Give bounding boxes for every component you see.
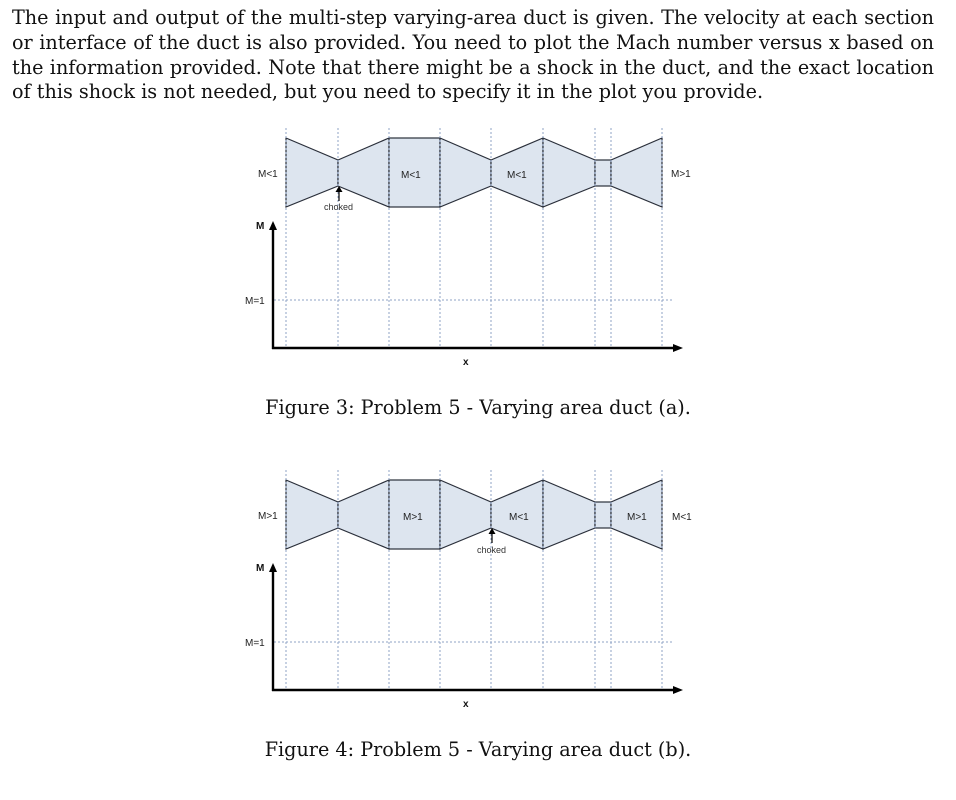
label-m-equals-one: M=1 <box>245 638 265 649</box>
duct-converging-3 <box>543 480 595 549</box>
figure-4-caption: Figure 4: Problem 5 - Varying area duct (b). <box>264 738 692 761</box>
label-section-c: M>1 <box>627 512 647 523</box>
label-section-a: M<1 <box>401 170 421 181</box>
duct-diverging-1 <box>338 138 389 207</box>
label-inlet: M<1 <box>258 169 278 180</box>
x-axis-arrowhead <box>673 686 683 694</box>
duct-converging-2 <box>440 480 491 549</box>
problem-statement: The input and output of the multi-step varying-area duct is given. The velocity at each section or interface of the duct is also provided. You need to plot the Mach number versus x based on the information provided. Note that there might be a shock in the duct, and the exact location of this shock is not needed, but you need to specify it in the plot you provide. <box>12 6 934 104</box>
figure-3-caption: Figure 3: Problem 5 - Varying area duct (a). <box>265 396 691 419</box>
label-outlet: M>1 <box>671 169 691 180</box>
duct-converging-3 <box>543 138 595 207</box>
label-axis-x: x <box>463 699 469 710</box>
duct-diverging-1 <box>338 480 389 549</box>
label-axis-y: M <box>256 221 265 232</box>
duct-converging-2 <box>440 138 491 207</box>
duct-converging-1 <box>286 480 338 549</box>
y-axis-arrowhead <box>269 221 277 230</box>
duct-throat-box <box>595 160 611 186</box>
duct-diagram-b <box>0 342 956 782</box>
duct-throat-box <box>595 502 611 528</box>
label-choked: choked <box>324 202 354 212</box>
label-choked: choked <box>477 545 507 555</box>
label-axis-y: M <box>256 563 265 574</box>
label-outlet: M<1 <box>672 512 692 523</box>
label-section-b: M<1 <box>509 512 529 523</box>
label-section-b: M<1 <box>507 170 527 181</box>
y-axis-arrowhead <box>269 563 277 572</box>
label-section-a: M>1 <box>403 512 423 523</box>
label-inlet: M>1 <box>258 511 278 522</box>
label-m-equals-one: M=1 <box>245 296 265 307</box>
label-axis-x: x <box>463 357 469 368</box>
duct-converging-1 <box>286 138 338 207</box>
duct-diverging-3 <box>611 138 662 207</box>
